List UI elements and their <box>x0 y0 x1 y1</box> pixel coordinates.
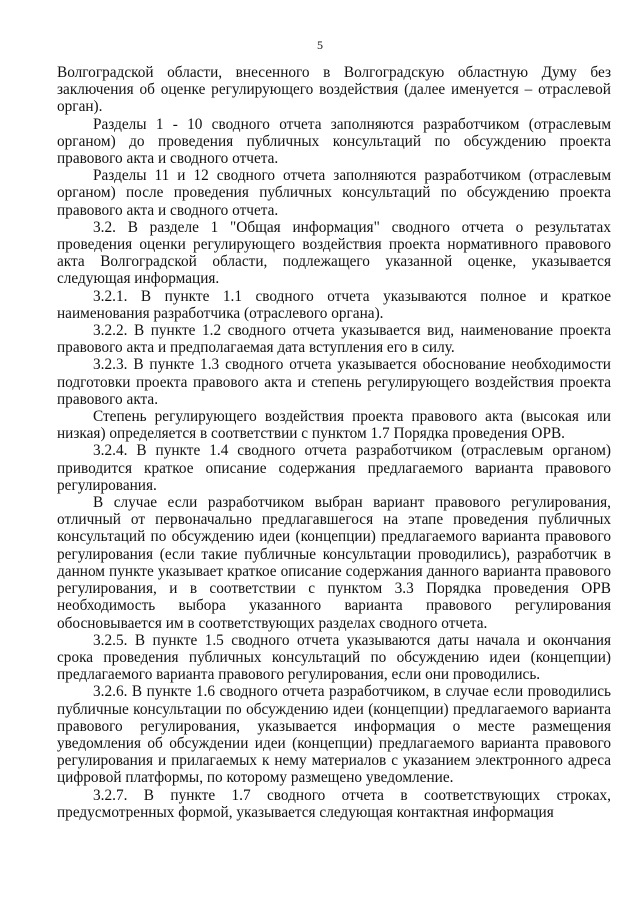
paragraph-continuation: Волгоградской области, внесенного в Волгоградскую областную Думу без заключения об оценке регулирующего воздействия (далее именуется – отраслевой орган). <box>57 64 611 116</box>
paragraph-sections-1-10: Разделы 1 - 10 сводного отчета заполняются разработчиком (отраслевым органом) до проведения публичных консультаций по обсуждению проекта правового акта и сводного отчета. <box>57 115 611 168</box>
paragraph-3-2-6: 3.2.6. В пункте 1.6 сводного отчета разработчиком, в случае если проводились публичные консультации по обсуждению идеи (концепции) предлагаемого варианта правового регулирования, указывается информация о месте размещения уведомления об обсуждении идеи (концепции) предлагаемого варианта правового регулирования и прилагаемых к нему материалов с указанием электронного адреса цифровой платформы, по которому размещено уведомление. <box>57 683 611 787</box>
paragraph-impact-degree: Степень регулирующего воздействия проекта правового акта (высокая или низкая) определяется в соответствии с пунктом 1.7 Порядка проведения ОРВ. <box>57 408 611 443</box>
paragraph-3-2-5: 3.2.5. В пункте 1.5 сводного отчета указываются даты начала и окончания срока проведения публичных консультаций по обсуждению идеи (концепции) предлагаемого варианта правового регулирования, если они проводились. <box>57 631 611 684</box>
paragraph-alternative-variant: В случае если разработчиком выбран вариант правового регулирования, отличный от первоначально предлагавшегося на этапе проведения публичных консультаций по обсуждению идеи (концепции) предлагаемого варианта правового регулирования (если такие публичные консультации проводились), разработчик в данном пункте указывает краткое описание содержания данного варианта правового регулирования, и в соответствии с пунктом 3.3 Порядка проведения ОРВ необходимость выбора указанного варианта правового регулирования обосновывается им в соответствующих разделах сводного отчета. <box>57 494 611 632</box>
paragraph-3-2-7: 3.2.7. В пункте 1.7 сводного отчета в соответствующих строках, предусмотренных формой, указывается следующая контактная информация <box>57 786 611 821</box>
page-number: 5 <box>317 38 323 52</box>
paragraph-3-2-3: 3.2.3. В пункте 1.3 сводного отчета указывается обоснование необходимости подготовки проекта правового акта и степень регулирующего воздействия проекта правового акта. <box>57 356 611 408</box>
paragraph-3-2-2: 3.2.2. В пункте 1.2 сводного отчета указывается вид, наименование проекта правового акта и предполагаемая дата вступления его в силу. <box>57 322 611 357</box>
paragraph-3-2-1: 3.2.1. В пункте 1.1 сводного отчета указываются полное и краткое наименования разработчика (отраслевого органа). <box>57 287 611 322</box>
paragraph-3-2: 3.2. В разделе 1 "Общая информация" сводного отчета о результатах проведения оценки регулирующего воздействия проекта нормативного правового акта Волгоградской области, подлежащего указанной оценке, указывается следующая информация. <box>57 218 611 288</box>
paragraph-3-2-4: 3.2.4. В пункте 1.4 сводного отчета разработчиком (отраслевым органом) приводится краткое описание содержания предлагаемого варианта правового регулирования. <box>57 442 611 494</box>
paragraph-sections-11-12: Разделы 11 и 12 сводного отчета заполняются разработчиком (отраслевым органом) после проведения публичных консультаций по обсуждению проекта правового акта и сводного отчета. <box>57 167 611 219</box>
document-body <box>57 64 611 821</box>
